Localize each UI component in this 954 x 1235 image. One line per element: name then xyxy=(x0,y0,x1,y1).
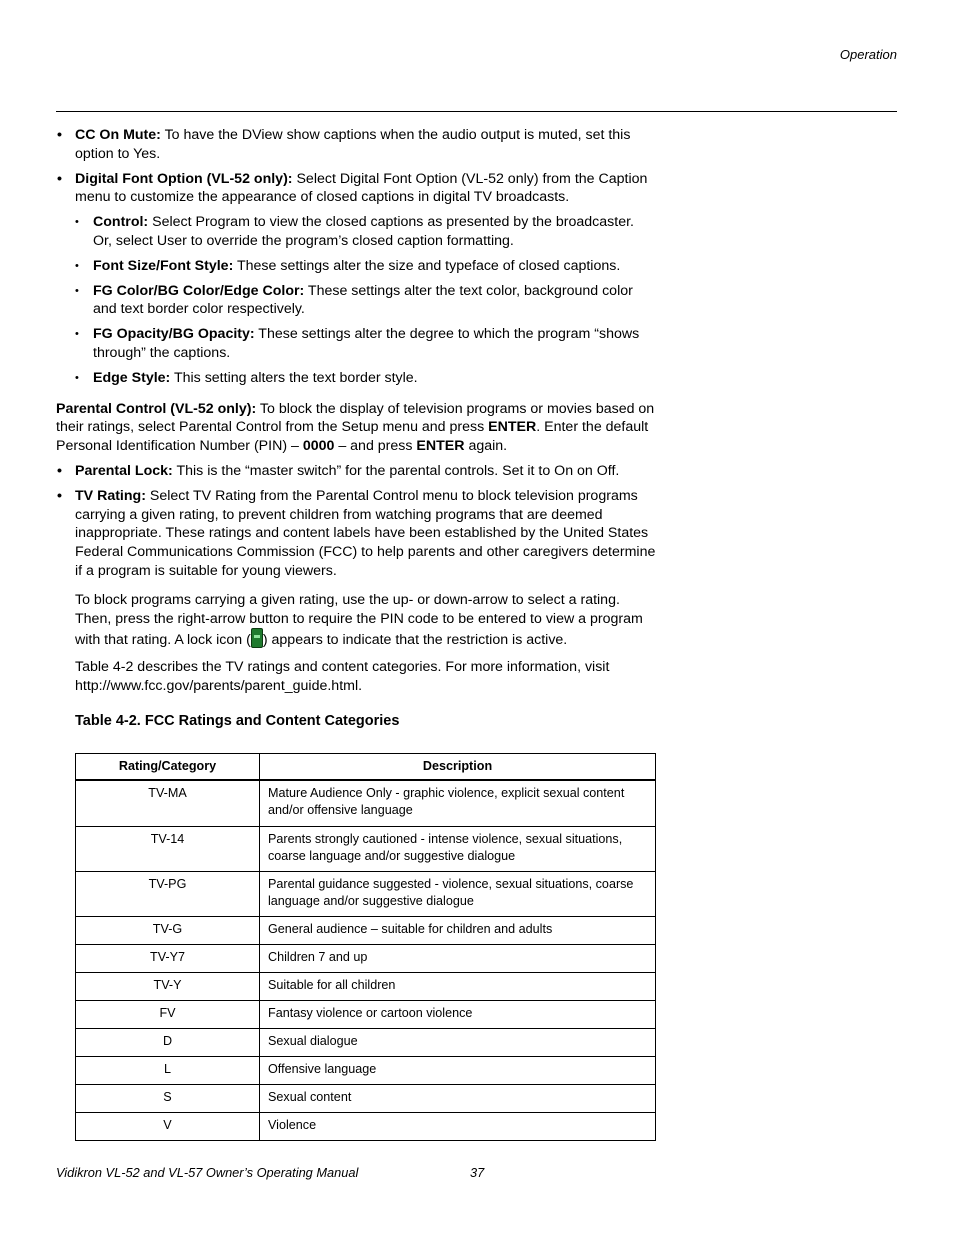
sub-bullet-font-size xyxy=(56,257,656,276)
sub-bullet-text: This setting alters the text border style. xyxy=(170,369,418,386)
table-row xyxy=(76,916,656,944)
bullet-text: Select TV Rating from the Parental Control menu to block television programs carrying a given rating, to prevent children from watching programs that are deemed inappropriate. These ratings and content labels have been established by the United States Federal Communications Commission (FCC) to help parents and other caregivers determine if a program is suitable for young viewers. xyxy=(75,487,656,579)
description-cell: Mature Audience Only - graphic violence, explicit sexual content and/or offensive language xyxy=(260,780,656,826)
ratings-table xyxy=(75,753,656,1141)
table-reference-paragraph: Table 4-2 describes the TV ratings and content categories. For more information, visit http://www.fcc.gov/parents/parent_guide.html. xyxy=(75,659,610,694)
rating-cell: FV xyxy=(76,1000,260,1028)
column-header-rating: Rating/Category xyxy=(76,754,260,781)
rating-cell: D xyxy=(76,1028,260,1056)
sub-bullet-fg-opacity xyxy=(56,325,656,363)
bullet-label: Parental Lock: xyxy=(75,462,173,479)
bullet-parental-lock xyxy=(56,462,656,481)
sub-bullet-text: These settings alter the degree to which the program “shows through” the captions. xyxy=(93,326,640,361)
sub-bullet-edge-style xyxy=(56,369,656,388)
parental-text: . Enter the default Personal Identification Number (PIN) – xyxy=(56,419,649,455)
bullet-tv-rating xyxy=(56,487,656,581)
enter-key: ENTER xyxy=(488,419,537,436)
description-cell: Violence xyxy=(260,1112,656,1140)
bullet-label: Digital Font Option (VL-52 only): xyxy=(75,170,293,187)
rating-cell: TV-MA xyxy=(76,780,260,826)
rating-cell: S xyxy=(76,1084,260,1112)
bullet-digital-font xyxy=(56,170,656,208)
bullet-text: Select Digital Font Option (VL-52 only) from the Caption menu to customize the appearance of closed captions in digital TV broadcasts. xyxy=(75,170,648,206)
block-text: ) appears to indicate that the restriction is active. xyxy=(262,632,568,649)
sub-bullet-label: FG Color/BG Color/Edge Color: xyxy=(93,282,305,299)
table-row xyxy=(76,1112,656,1140)
description-cell: Fantasy violence or cartoon violence xyxy=(260,1000,656,1028)
rating-cell: TV-Y7 xyxy=(76,944,260,972)
description-cell: General audience – suitable for children and adults xyxy=(260,916,656,944)
bullet-text: To have the DView show captions when the audio output is muted, set this option to Yes. xyxy=(75,127,631,162)
description-cell: Sexual dialogue xyxy=(260,1028,656,1056)
enter-key: ENTER xyxy=(416,438,465,455)
body-content xyxy=(56,126,656,706)
table-row xyxy=(76,972,656,1000)
description-cell: Parents strongly cautioned - intense violence, sexual situations, coarse language and/or suggestive dialogue xyxy=(260,826,656,871)
table-row xyxy=(76,1028,656,1056)
description-cell: Offensive language xyxy=(260,1056,656,1084)
rating-cell: TV-14 xyxy=(76,826,260,871)
rating-cell: TV-Y xyxy=(76,972,260,1000)
rating-cell: V xyxy=(76,1112,260,1140)
lock-icon xyxy=(251,628,263,648)
table-row xyxy=(76,944,656,972)
table-row xyxy=(76,871,656,916)
rating-cell: TV-G xyxy=(76,916,260,944)
table-row xyxy=(76,1056,656,1084)
header-rule xyxy=(56,111,897,112)
parental-control-paragraph xyxy=(56,400,656,456)
description-cell: Children 7 and up xyxy=(260,944,656,972)
default-pin: 0000 xyxy=(302,438,335,455)
description-cell: Suitable for all children xyxy=(260,972,656,1000)
page-number: 37 xyxy=(470,1165,485,1180)
parental-text: To block the display of television programs or movies based on their ratings, select Parental Control from the Setup menu and press xyxy=(56,400,655,436)
sub-bullet-fg-color xyxy=(56,282,656,320)
column-header-description: Description xyxy=(260,754,656,781)
description-cell: Sexual content xyxy=(260,1084,656,1112)
sub-bullet-control xyxy=(56,213,656,251)
table-row xyxy=(76,1000,656,1028)
bullet-text: This is the “master switch” for the parental controls. Set it to On on Off. xyxy=(172,462,620,479)
description-cell: Parental guidance suggested - violence, sexual situations, coarse language and/or suggestive dialogue xyxy=(260,871,656,916)
block-text: To block programs carrying a given rating, use the up- or down-arrow to select a rating. Then, press the right-arrow button to require the PIN code to be entered to view a program with that rating. A lock icon ( xyxy=(75,591,643,649)
parental-text: – and press xyxy=(334,438,417,455)
bullet-label: TV Rating: xyxy=(75,487,146,504)
rating-cell: L xyxy=(76,1056,260,1084)
table-row xyxy=(76,1084,656,1112)
bullet-cc-on-mute xyxy=(56,126,656,164)
parental-text: again. xyxy=(464,438,508,455)
rating-cell: TV-PG xyxy=(76,871,260,916)
table-row xyxy=(76,826,656,871)
bullet-label: CC On Mute: xyxy=(75,127,161,143)
table-header-row xyxy=(76,754,656,781)
parental-label: Parental Control (VL-52 only): xyxy=(56,400,257,417)
footer-manual-title: Vidikron VL-52 and VL-57 Owner’s Operating Manual xyxy=(56,1165,359,1180)
running-header: Operation xyxy=(839,47,897,62)
table-row xyxy=(76,780,656,826)
sub-bullet-text: These settings alter the size and typeface of closed captions. xyxy=(233,257,621,274)
sub-bullet-label: Font Size/Font Style: xyxy=(93,257,234,274)
sub-bullet-label: FG Opacity/BG Opacity: xyxy=(93,326,255,343)
table-title: Table 4-2. FCC Ratings and Content Categories xyxy=(75,713,400,729)
sub-bullet-label: Control: xyxy=(93,214,149,231)
sub-bullet-text: Select Program to view the closed captions as presented by the broadcaster. Or, select User to override the program’s closed caption formatting. xyxy=(93,214,634,249)
block-programs-paragraph xyxy=(56,591,656,650)
sub-bullet-text: These settings alter the text color, background color and text border color respectively. xyxy=(93,282,633,318)
sub-bullet-label: Edge Style: xyxy=(93,369,171,386)
